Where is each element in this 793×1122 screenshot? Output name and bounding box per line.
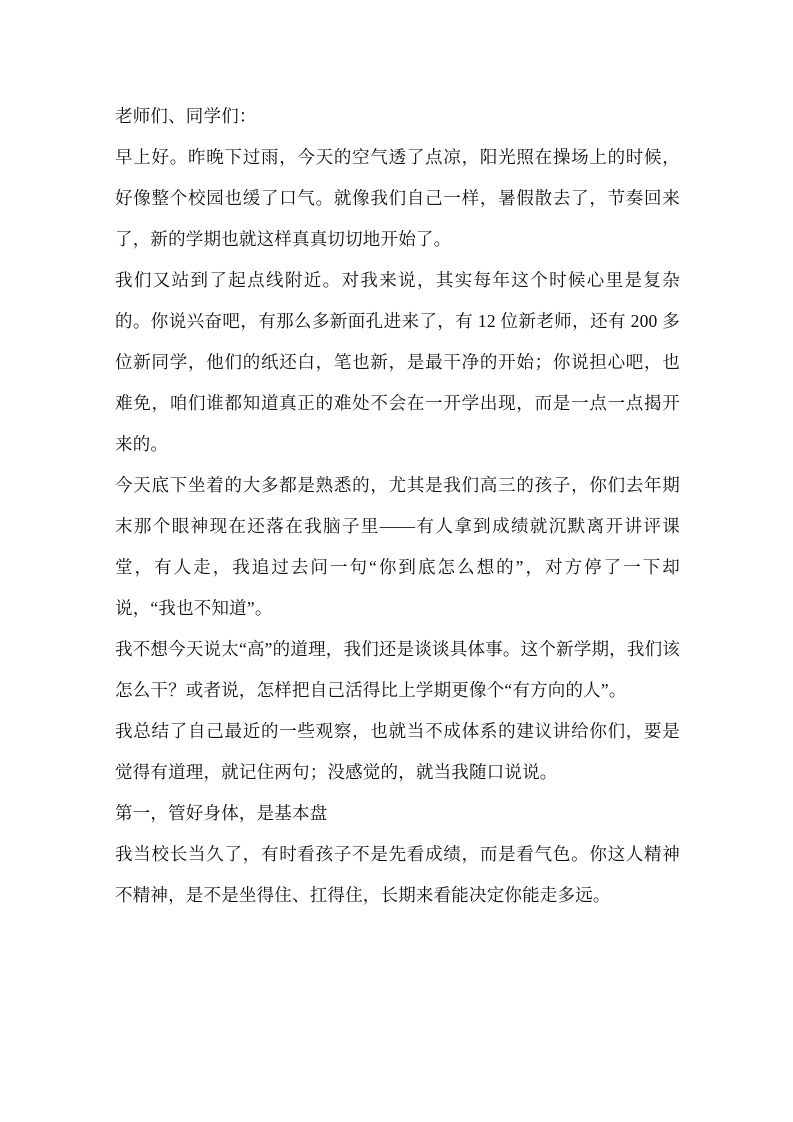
paragraph-summary: 我总结了自己最近的一些观察，也就当不成体系的建议讲给你们，要是觉得有道理，就记住两句；没感觉的，就当我随口说说。 (115, 721, 680, 782)
paragraph-starting-line: 我们又站到了起点线附近。对我来说，其实每年这个时候心里是复杂的。你说兴奋吧，有那么多新面孔进来了，有 12 位新老师，还有 200 多位新同学，他们的纸还白，笔也新，是最干净的开始；你说担心吧，也难免，咱们谁都知道真正的难处不会在一开学出现，而是一点一点揭开来的。 (115, 270, 680, 454)
document-body (115, 96, 680, 916)
heading-point-one: 第一，管好身体，是基本盘 (115, 803, 328, 823)
paragraph-opening: 早上好。昨晚下过雨，今天的空气透了点凉，阳光照在操场上的时候，好像整个校园也缓了口气。就像我们自己一样，暑假散去了，节奏回来了，新的学期也就这样真真切切地开始了。 (115, 147, 680, 249)
paragraph-salutation: 老师们、同学们： (115, 106, 257, 126)
paragraph-practical: 我不想今天说太“高”的道理，我们还是谈谈具体事。这个新学期，我们该怎么干？或者说，怎样把自己活得比上学期更像个“有方向的人”。 (115, 639, 680, 700)
paragraph-point-one-body: 我当校长当久了，有时看孩子不是先看成绩，而是看气色。你这人精神不精神，是不是坐得住、扛得住，长期来看能决定你能走多远。 (115, 844, 680, 905)
paragraph-seniors: 今天底下坐着的大多都是熟悉的，尤其是我们高三的孩子，你们去年期末那个眼神现在还落在我脑子里——有人拿到成绩就沉默离开讲评课堂，有人走，我追过去问一句“你到底怎么想的”，对方停了一下却说，“我也不知道”。 (115, 475, 680, 618)
